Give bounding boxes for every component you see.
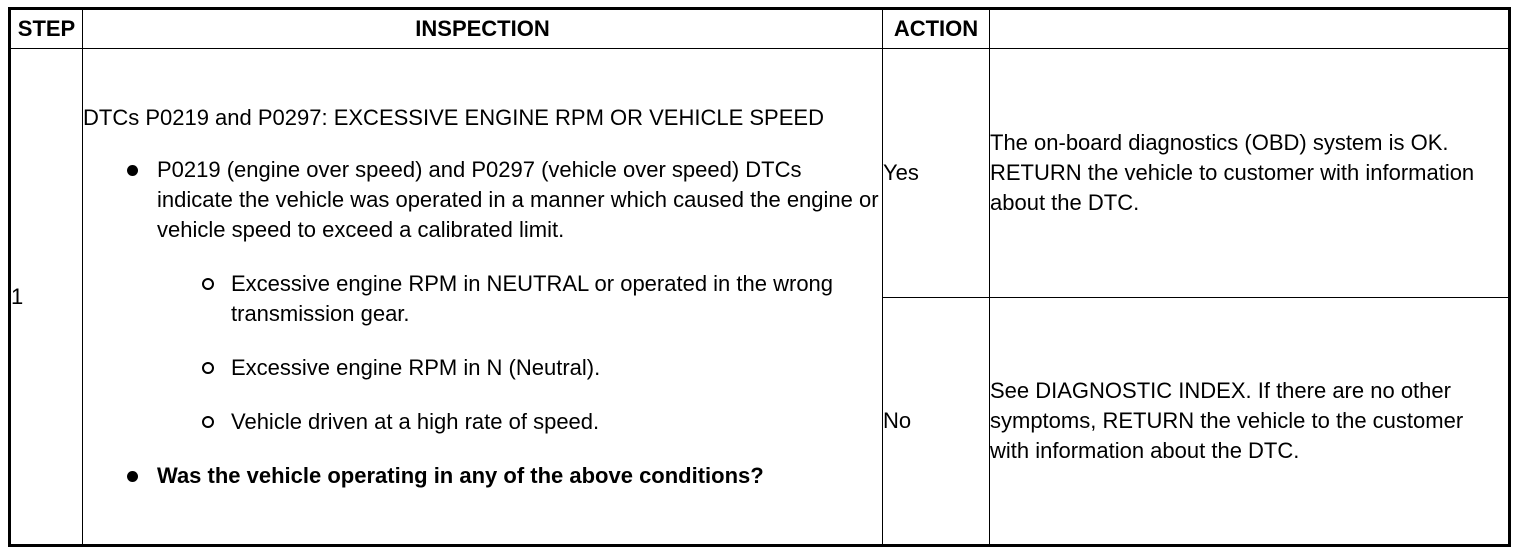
action-yes: Yes (883, 160, 919, 185)
result-yes-text: The on-board diagnostics (OBD) system is OK. RETURN the vehicle to customer with information about the DTC. (990, 130, 1475, 215)
inspection-bullet-list (83, 155, 882, 491)
action-cell-yes (883, 49, 990, 298)
result-cell-no (990, 298, 1510, 546)
action-cell-no (883, 298, 990, 546)
inspection-sub-bullet-3 (157, 407, 882, 437)
table-row-yes (10, 49, 1510, 298)
inspection-sub-bullet-list (157, 269, 882, 437)
header-step: STEP (10, 9, 83, 49)
step-number: 1 (11, 283, 24, 309)
result-no-text: See DIAGNOSTIC INDEX. If there are no other symptoms, RETURN the vehicle to the customer with information about the DTC. (990, 378, 1464, 463)
action-no: No (883, 408, 912, 433)
header-inspection: INSPECTION (83, 9, 883, 49)
result-cell-yes (990, 49, 1510, 298)
bullet-dot-icon (127, 165, 138, 176)
inspection-cell (83, 49, 883, 546)
inspection-bullet-2-text: Was the vehicle operating in any of the above conditions? (157, 462, 764, 488)
inspection-title: DTCs P0219 and P0297: EXCESSIVE ENGINE RPM OR VEHICLE SPEED (83, 104, 824, 130)
diagnostic-table (8, 7, 1511, 547)
bullet-ring-icon (202, 362, 214, 374)
inspection-sub-bullet-1-text: Excessive engine RPM in NEUTRAL or operated in the wrong transmission gear. (231, 270, 834, 326)
inspection-bullet-2 (83, 461, 882, 491)
inspection-bullet-1-text: P0219 (engine over speed) and P0297 (vehicle over speed) DTCs indicate the vehicle was operated in a manner which caused the engine or vehicle speed to exceed a calibrated limit. (157, 156, 879, 242)
header-action: ACTION (883, 9, 990, 49)
diagnostic-document (8, 7, 1508, 547)
header-row (10, 9, 1510, 49)
bullet-dot-icon (127, 471, 138, 482)
header-result (990, 9, 1510, 49)
step-number-cell (10, 49, 83, 546)
inspection-sub-bullet-3-text: Vehicle driven at a high rate of speed. (231, 408, 600, 434)
inspection-bullet-1 (83, 155, 882, 437)
bullet-ring-icon (202, 278, 214, 290)
inspection-sub-bullet-2-text: Excessive engine RPM in N (Neutral). (231, 354, 601, 380)
inspection-sub-bullet-1 (157, 269, 882, 329)
inspection-sub-bullet-2 (157, 353, 882, 383)
bullet-ring-icon (202, 416, 214, 428)
